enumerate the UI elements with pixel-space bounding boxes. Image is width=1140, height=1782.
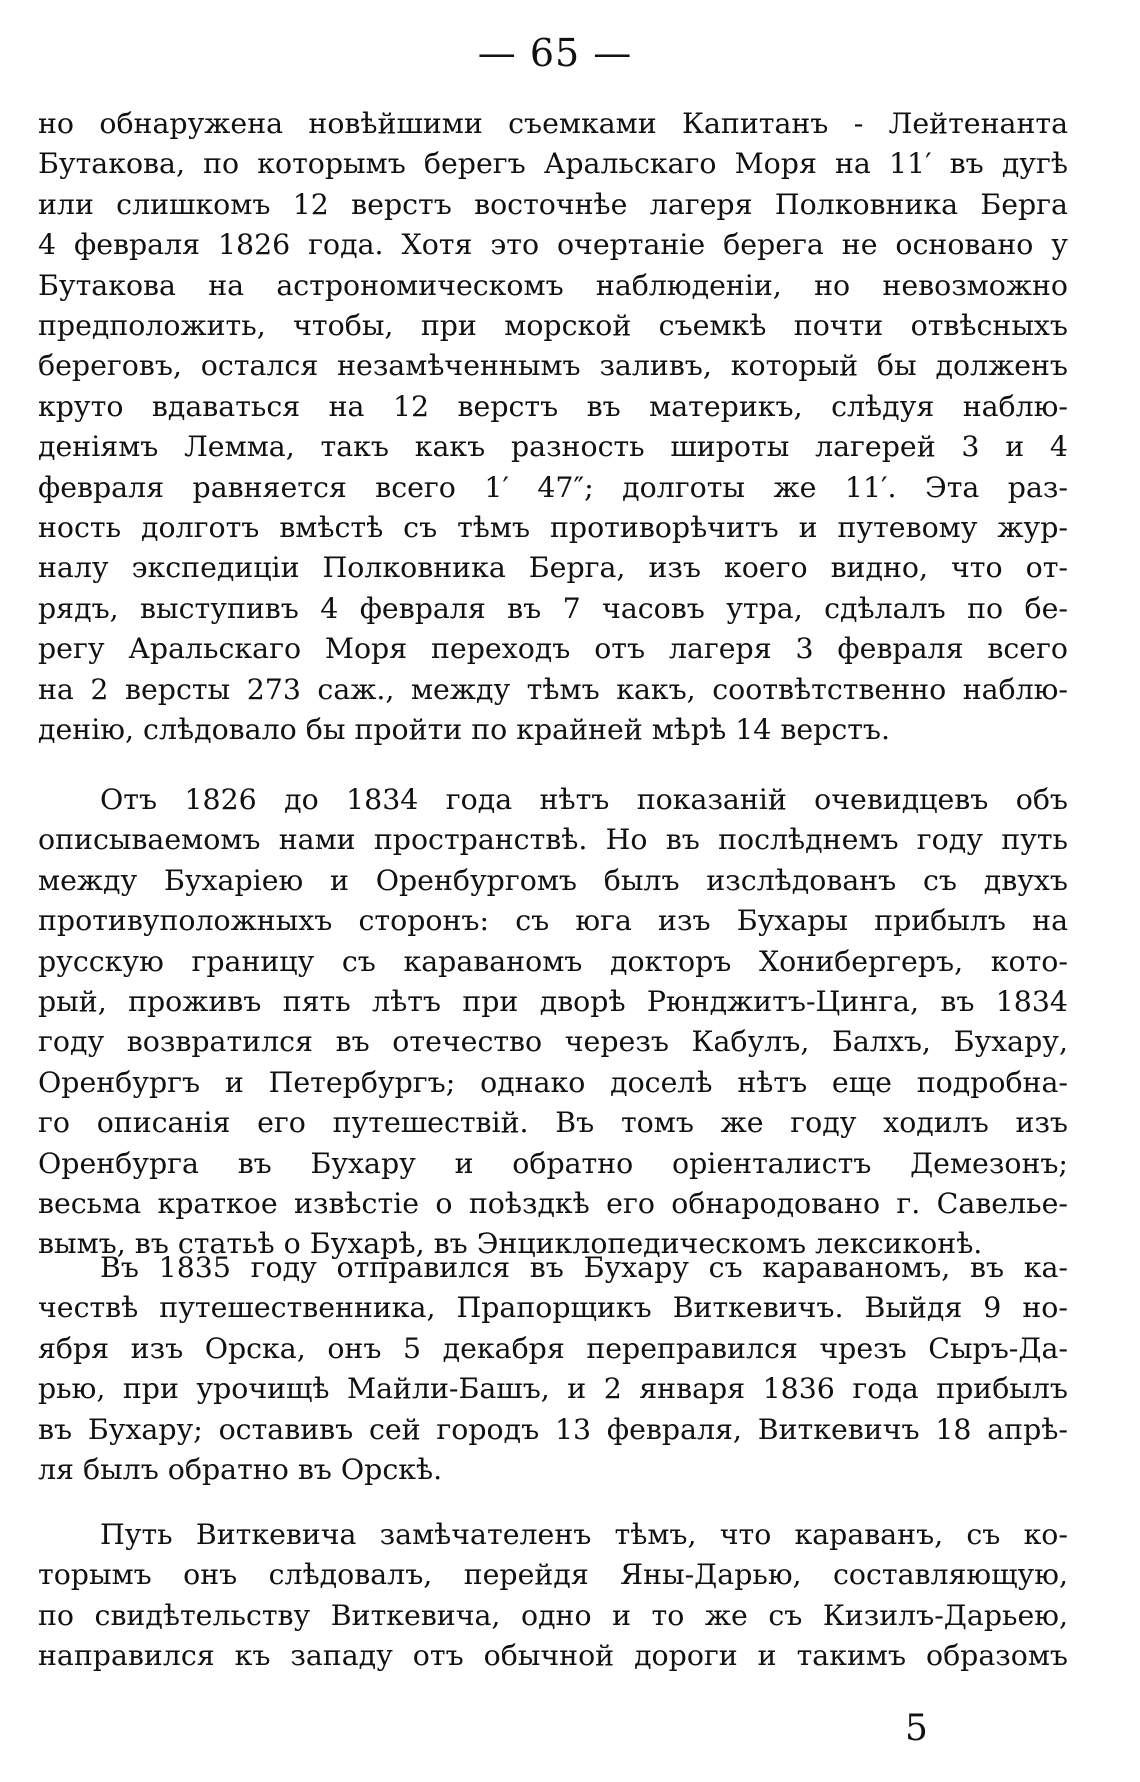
text-line: направился къ западу отъ обычной дороги и такимъ образомъ [38,1639,1068,1673]
text-line: между Бухаріею и Оренбургомъ былъ изслѣдованъ съ двухъ [38,863,1068,897]
text-line: Въ 1835 году отправился въ Бухару съ караваномъ, въ ка- [100,1251,1068,1284]
text-line: рый, проживъ пять лѣтъ при дворѣ Рюнджитъ-Цинга, въ 1834 [38,985,1068,1019]
text-line: го описанія его путешествій. Въ томъ же году ходилъ изъ [38,1106,1068,1140]
text-line: торымъ онъ слѣдовалъ, перейдя Яны-Дарью, составляющую, [38,1558,1068,1592]
text-line: ность долготъ вмѣстѣ съ тѣмъ противорѣчитъ и путевому жур- [38,511,1068,545]
paragraph-4 [38,1515,1068,1677]
text-line: ля былъ обратно въ Орскѣ. [38,1453,443,1487]
text-line: противуположныхъ сторонъ: съ юга изъ Бухары прибылъ на [38,904,1068,938]
text-line: предположить, чтобы, при морской съемкѣ почти отвѣсныхъ [38,309,1068,343]
text-line: денію, слѣдовало бы пройти по крайней мѣрѣ 14 верстъ. [38,713,891,747]
text-line: рью, при урочищѣ Майли-Башъ, и 2 января 1836 года прибылъ [38,1372,1068,1406]
paragraph-2 [38,780,1068,1265]
text-line: или слишкомъ 12 верстъ восточнѣе лагеря Полковника Берга [38,187,1068,221]
text-line: описываемомъ нами пространствѣ. Но въ послѣднемъ году путь [38,823,1068,857]
text-line: береговъ, остался незамѣченнымъ заливъ, который бы долженъ [38,349,1068,383]
text-line: 4 февраля 1826 года. Хотя это очертаніе берега не основано у [38,228,1068,262]
text-line: чествѣ путешественника, Прапорщикъ Виткевичъ. Выйдя 9 но- [38,1291,1068,1325]
text-line: Бутакова, по которымъ берегъ Аральскаго Моря на 11′ въ дугѣ [38,147,1068,181]
text-line: вымъ, въ статьѣ о Бухарѣ, въ Энциклопедическомъ лексиконѣ. [38,1227,983,1261]
text-line: но обнаружена новѣйшими съемками Капитанъ - Лейтенанта [38,107,1068,140]
text-line: Оренбургъ и Петербургъ; однако доселѣ нѣтъ еще подробна- [38,1065,1068,1099]
text-line: ября изъ Орска, онъ 5 декабря переправился чрезъ Сыръ-Да- [38,1331,1068,1365]
text-line: налу экспедиціи Полковника Берга, изъ коего видно, что от- [38,551,1068,585]
text-line: февраля равняется всего 1′ 47″; долготы же 11′. Эта раз- [38,470,1068,504]
text-line: въ Бухару; оставивъ сей городъ 13 февраля, Виткевичъ 18 апрѣ- [38,1412,1068,1446]
text-line: Оренбурга въ Бухару и обратно оріенталистъ Демезонъ; [38,1146,1068,1180]
text-line: круто вдаваться на 12 верстъ въ материкъ, слѣдуя наблю- [38,389,1068,423]
text-line: по свидѣтельству Виткевича, одно и то же съ Кизилъ-Дарьею, [38,1598,1068,1632]
text-line: рядъ, выступивъ 4 февраля въ 7 часовъ утра, сдѣлалъ по бе- [38,591,1068,625]
signature-mark: 5 [905,1708,928,1749]
text-line: на 2 версты 273 саж., между тѣмъ какъ, соотвѣтственно наблю- [38,672,1068,706]
paragraph-1 [38,104,1068,751]
text-line: Бутакова на астрономическомъ наблюденіи, но невозможно [38,268,1068,302]
text-line: русскую границу съ караваномъ докторъ Хонибергеръ, кото- [38,944,1068,978]
text-line: Путь Виткевича замѣчателенъ тѣмъ, что караванъ, съ ко- [100,1518,1068,1551]
text-line: году возвратился въ отечество черезъ Кабулъ, Балхъ, Бухару, [38,1025,1068,1059]
text-line: весьма краткое извѣстіе о поѣздкѣ его обнародовано г. Савелье- [38,1187,1068,1221]
text-line: деніямъ Лемма, такъ какъ разность широты лагерей 3 и 4 [38,430,1068,464]
text-line: Отъ 1826 до 1834 года нѣтъ показаній очевидцевъ объ [100,783,1068,816]
text-line: регу Аральскаго Моря переходъ отъ лагеря 3 февраля всего [38,632,1068,666]
page-number: — 65 — [477,31,633,75]
paragraph-3 [38,1248,1068,1490]
